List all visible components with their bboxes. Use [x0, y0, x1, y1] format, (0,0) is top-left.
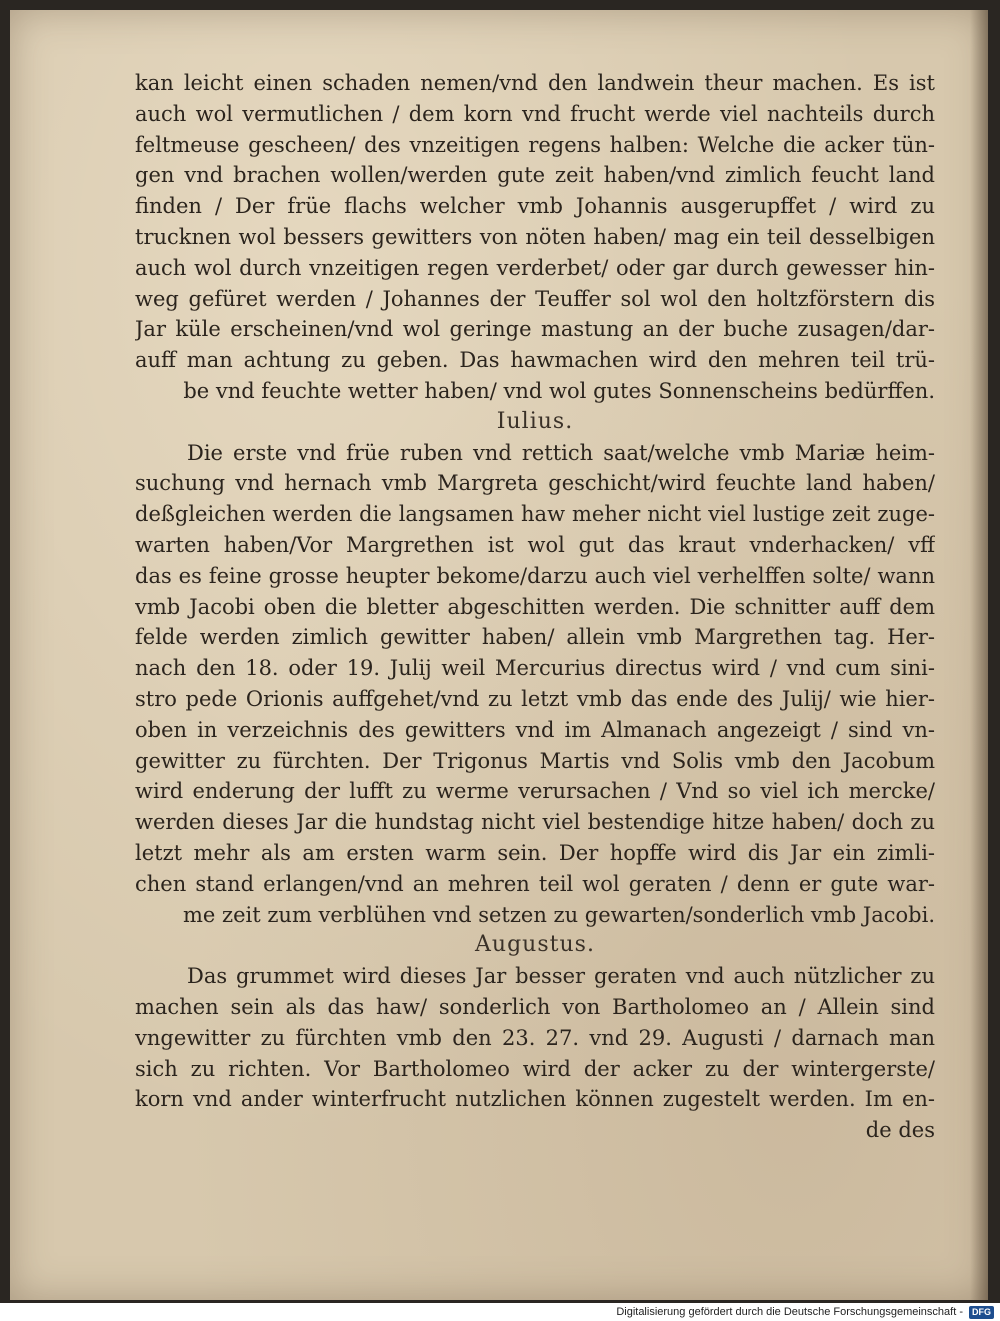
text-line: vngewitter zu fürchten vmb den 23. 27. vnd 29. Augusti / darnach man [135, 1025, 935, 1050]
text-line: finden / Der früe flachs welcher vmb Johannis ausgerupffet / wird zu [135, 194, 935, 219]
section-heading-julius: Iulius. [496, 408, 574, 434]
text-line: Jar küle erscheinen/vnd wol geringe mastung an der buche zusagen/dar- [135, 317, 935, 342]
text-line: Das grummet wird dieses Jar besser geraten vnd auch nützlicher zu [187, 964, 935, 989]
book-page [10, 10, 988, 1300]
dfg-logo-icon: DFG [969, 1306, 994, 1319]
text-line: gen vnd brachen wollen/werden gute zeit haben/vnd zimlich feucht land [135, 163, 935, 188]
text-line: kan leicht einen schaden nemen/vnd den landwein theur machen. Es ist [135, 71, 935, 95]
text-line: deßgleichen werden die langsamen haw meher nicht viel lustige zeit zuge- [135, 502, 935, 527]
text-line: felde werden zimlich gewitter haben/ allein vmb Margrethen tag. Her- [135, 625, 935, 650]
section-heading-augustus: Augustus. [475, 932, 595, 958]
text-line: machen sein als das haw/ sonderlich von Bartholomeo an / Allein sind [135, 994, 935, 1019]
text-line: stro pede Orionis auffgehet/vnd zu letzt vmb das ende des Julij/ wie hier- [135, 686, 935, 711]
text-line: auch wol vermutlichen / dem korn vnd frucht werde viel nachteils durch [135, 101, 935, 126]
text-line: be vnd feuchte wetter haben/ vnd wol gutes Sonnenscheins bedürffen. [183, 378, 935, 403]
text-line: nach den 18. oder 19. Julij weil Mercurius directus wird / vnd cum sini- [135, 656, 935, 681]
text-line: gewitter zu fürchten. Der Trigonus Martis vnd Solis vmb den Jacobum [135, 748, 935, 773]
text-line: me zeit zum verblühen vnd setzen zu gewarten/sonderlich vmb Jacobi. [183, 902, 935, 927]
digitization-footer [0, 1303, 1000, 1321]
page-text-block [135, 68, 935, 1146]
page-edge-shadow [970, 10, 988, 1300]
text-line: oben in verzeichnis des gewitters vnd im Almanach angezeigt / sind vn- [135, 717, 935, 742]
text-line: wird enderung der lufft zu werme verursachen / Vnd so viel ich mercke/ [135, 779, 935, 804]
text-line: das es feine grosse heupter bekome/darzu auch viel verhelffen solte/ wann [135, 563, 935, 588]
text-line: letzt mehr als am ersten warm sein. Der hopffe wird dis Jar ein zimli- [135, 840, 935, 865]
footer-credit-text: Digitalisierung gefördert durch die Deutsche Forschungsgemeinschaft - [616, 1306, 963, 1318]
catchword: de des [865, 1118, 935, 1143]
text-line: vmb Jacobi oben die bletter abgeschitten werden. Die schnitter auff dem [135, 594, 935, 619]
text-line: warten haben/Vor Margrethen ist wol gut das kraut vnderhacken/ vff [135, 532, 935, 557]
text-line: werden dieses Jar die hundstag nicht viel bestendige hitze haben/ doch zu [135, 810, 935, 835]
text-line: auff man achtung zu geben. Das hawmachen wird den mehren teil trü- [135, 348, 935, 373]
text-line: suchung vnd hernach vmb Margreta geschicht/wird feuchte land haben/ [135, 471, 935, 496]
text-line: feltmeuse gescheen/ des vnzeitigen regens halben: Welche die acker tün- [135, 132, 935, 157]
text-line: weg gefüret werden / Johannes der Teuffer sol wol den holtzförstern dis [135, 286, 935, 311]
text-line: chen stand erlangen/vnd an mehren teil wol geraten / denn er gute war- [135, 871, 935, 896]
text-line: korn vnd ander winterfrucht nutzlichen können zugestelt werden. Im en- [135, 1087, 935, 1112]
text-line: Die erste vnd früe ruben vnd rettich saat/welche vmb Mariæ heim- [187, 440, 935, 465]
text-line: trucknen wol bessers gewitters von nöten haben/ mag ein teil desselbigen [135, 224, 935, 249]
text-line: auch wol durch vnzeitigen regen verderbet/ oder gar durch gewesser hin- [135, 255, 935, 280]
text-line: sich zu richten. Vor Bartholomeo wird der acker zu der wintergerste/ [135, 1056, 935, 1081]
